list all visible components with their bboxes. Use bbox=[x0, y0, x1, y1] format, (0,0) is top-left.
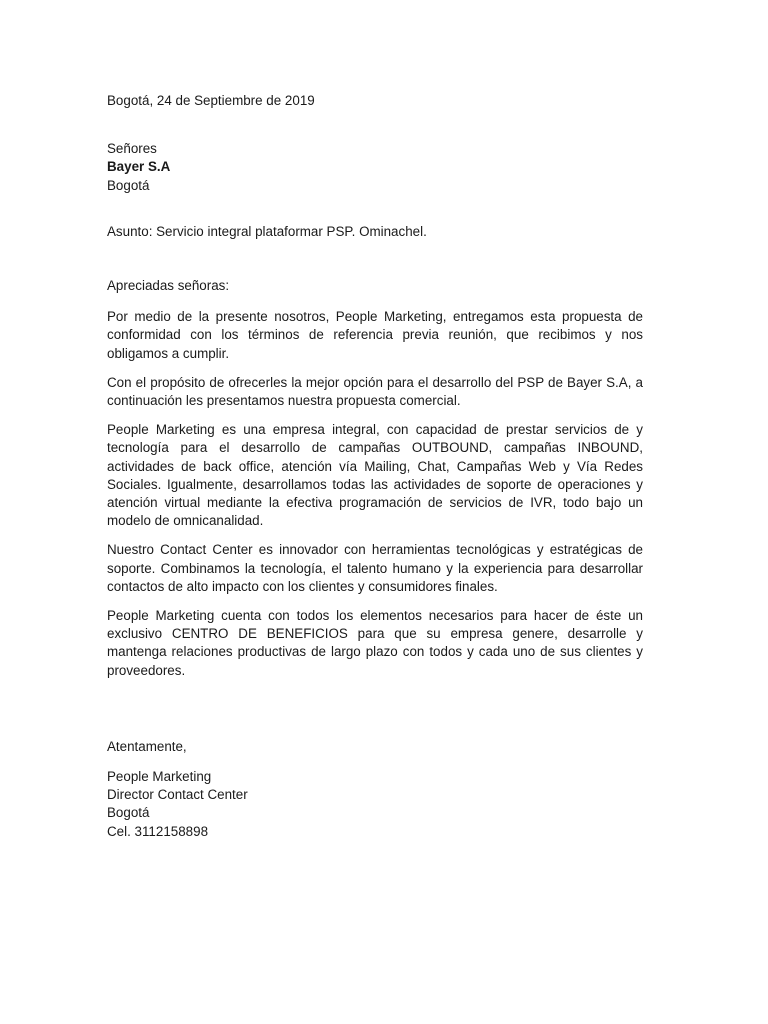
letter-closing: Atentamente, bbox=[107, 738, 187, 754]
paragraph-contact-center: Nuestro Contact Center es innovador con herramientas tecnológicas y estratégicas de soporte. Combinamos la tecnología, el talento humano y la experiencia para desarrollar contactos de alto impacto con los clientes y consumidores finales. bbox=[107, 542, 643, 594]
signature-phone: Cel. 3112158898 bbox=[107, 823, 209, 839]
letter-salutation: Apreciadas señoras: bbox=[107, 278, 230, 294]
letter-date: Bogotá, 24 de Septiembre de 2019 bbox=[107, 93, 315, 108]
signature-name: People Marketing bbox=[107, 769, 212, 785]
paragraph-benefits: People Marketing cuenta con todos los elementos necesarios para hacer de éste un exclusivo CENTRO DE BENEFICIOS para que su empresa genere, desarrolle y mantenga relaciones productivas de largo plazo con todos y cada uno de sus clientes y proveedores. bbox=[107, 608, 643, 678]
recipient-company: Bayer S.A bbox=[107, 159, 171, 175]
paragraph-intro: Por medio de la presente nosotros, People Marketing, entregamos esta propuesta de conformidad con los términos de referencia previa reunión, que recibimos y nos obligamos a cumplir. bbox=[107, 309, 643, 361]
signature-city: Bogotá bbox=[107, 805, 150, 821]
letter-body bbox=[107, 92, 643, 841]
letter-subject: Asunto: Servicio integral plataformar PSP. Ominachel. bbox=[107, 223, 427, 239]
signature-block bbox=[107, 768, 643, 841]
signature-title: Director Contact Center bbox=[107, 787, 248, 803]
recipient-salutation-line: Señores bbox=[107, 141, 157, 157]
paragraph-company-services: People Marketing es una empresa integral, con capacidad de prestar servicios de y tecnología para el desarrollo de campañas OUTBOUND, campañas INBOUND, actividades de back office, atención vía Mailing, Chat, Campañas Web y Vía Redes Sociales. Igualmente, desarrollamos todas las actividades de soporte de operaciones y atención virtual mediante la efectiva programación de servicios de IVR, todo bajo un modelo de omnicanalidad. bbox=[107, 422, 643, 529]
paragraph-purpose: Con el propósito de ofrecerles la mejor opción para el desarrollo del PSP de Bayer S.A, a continuación les presentamos nuestra propuesta comercial. bbox=[107, 374, 643, 409]
recipient-city: Bogotá bbox=[107, 177, 150, 193]
recipient-block bbox=[107, 140, 643, 195]
